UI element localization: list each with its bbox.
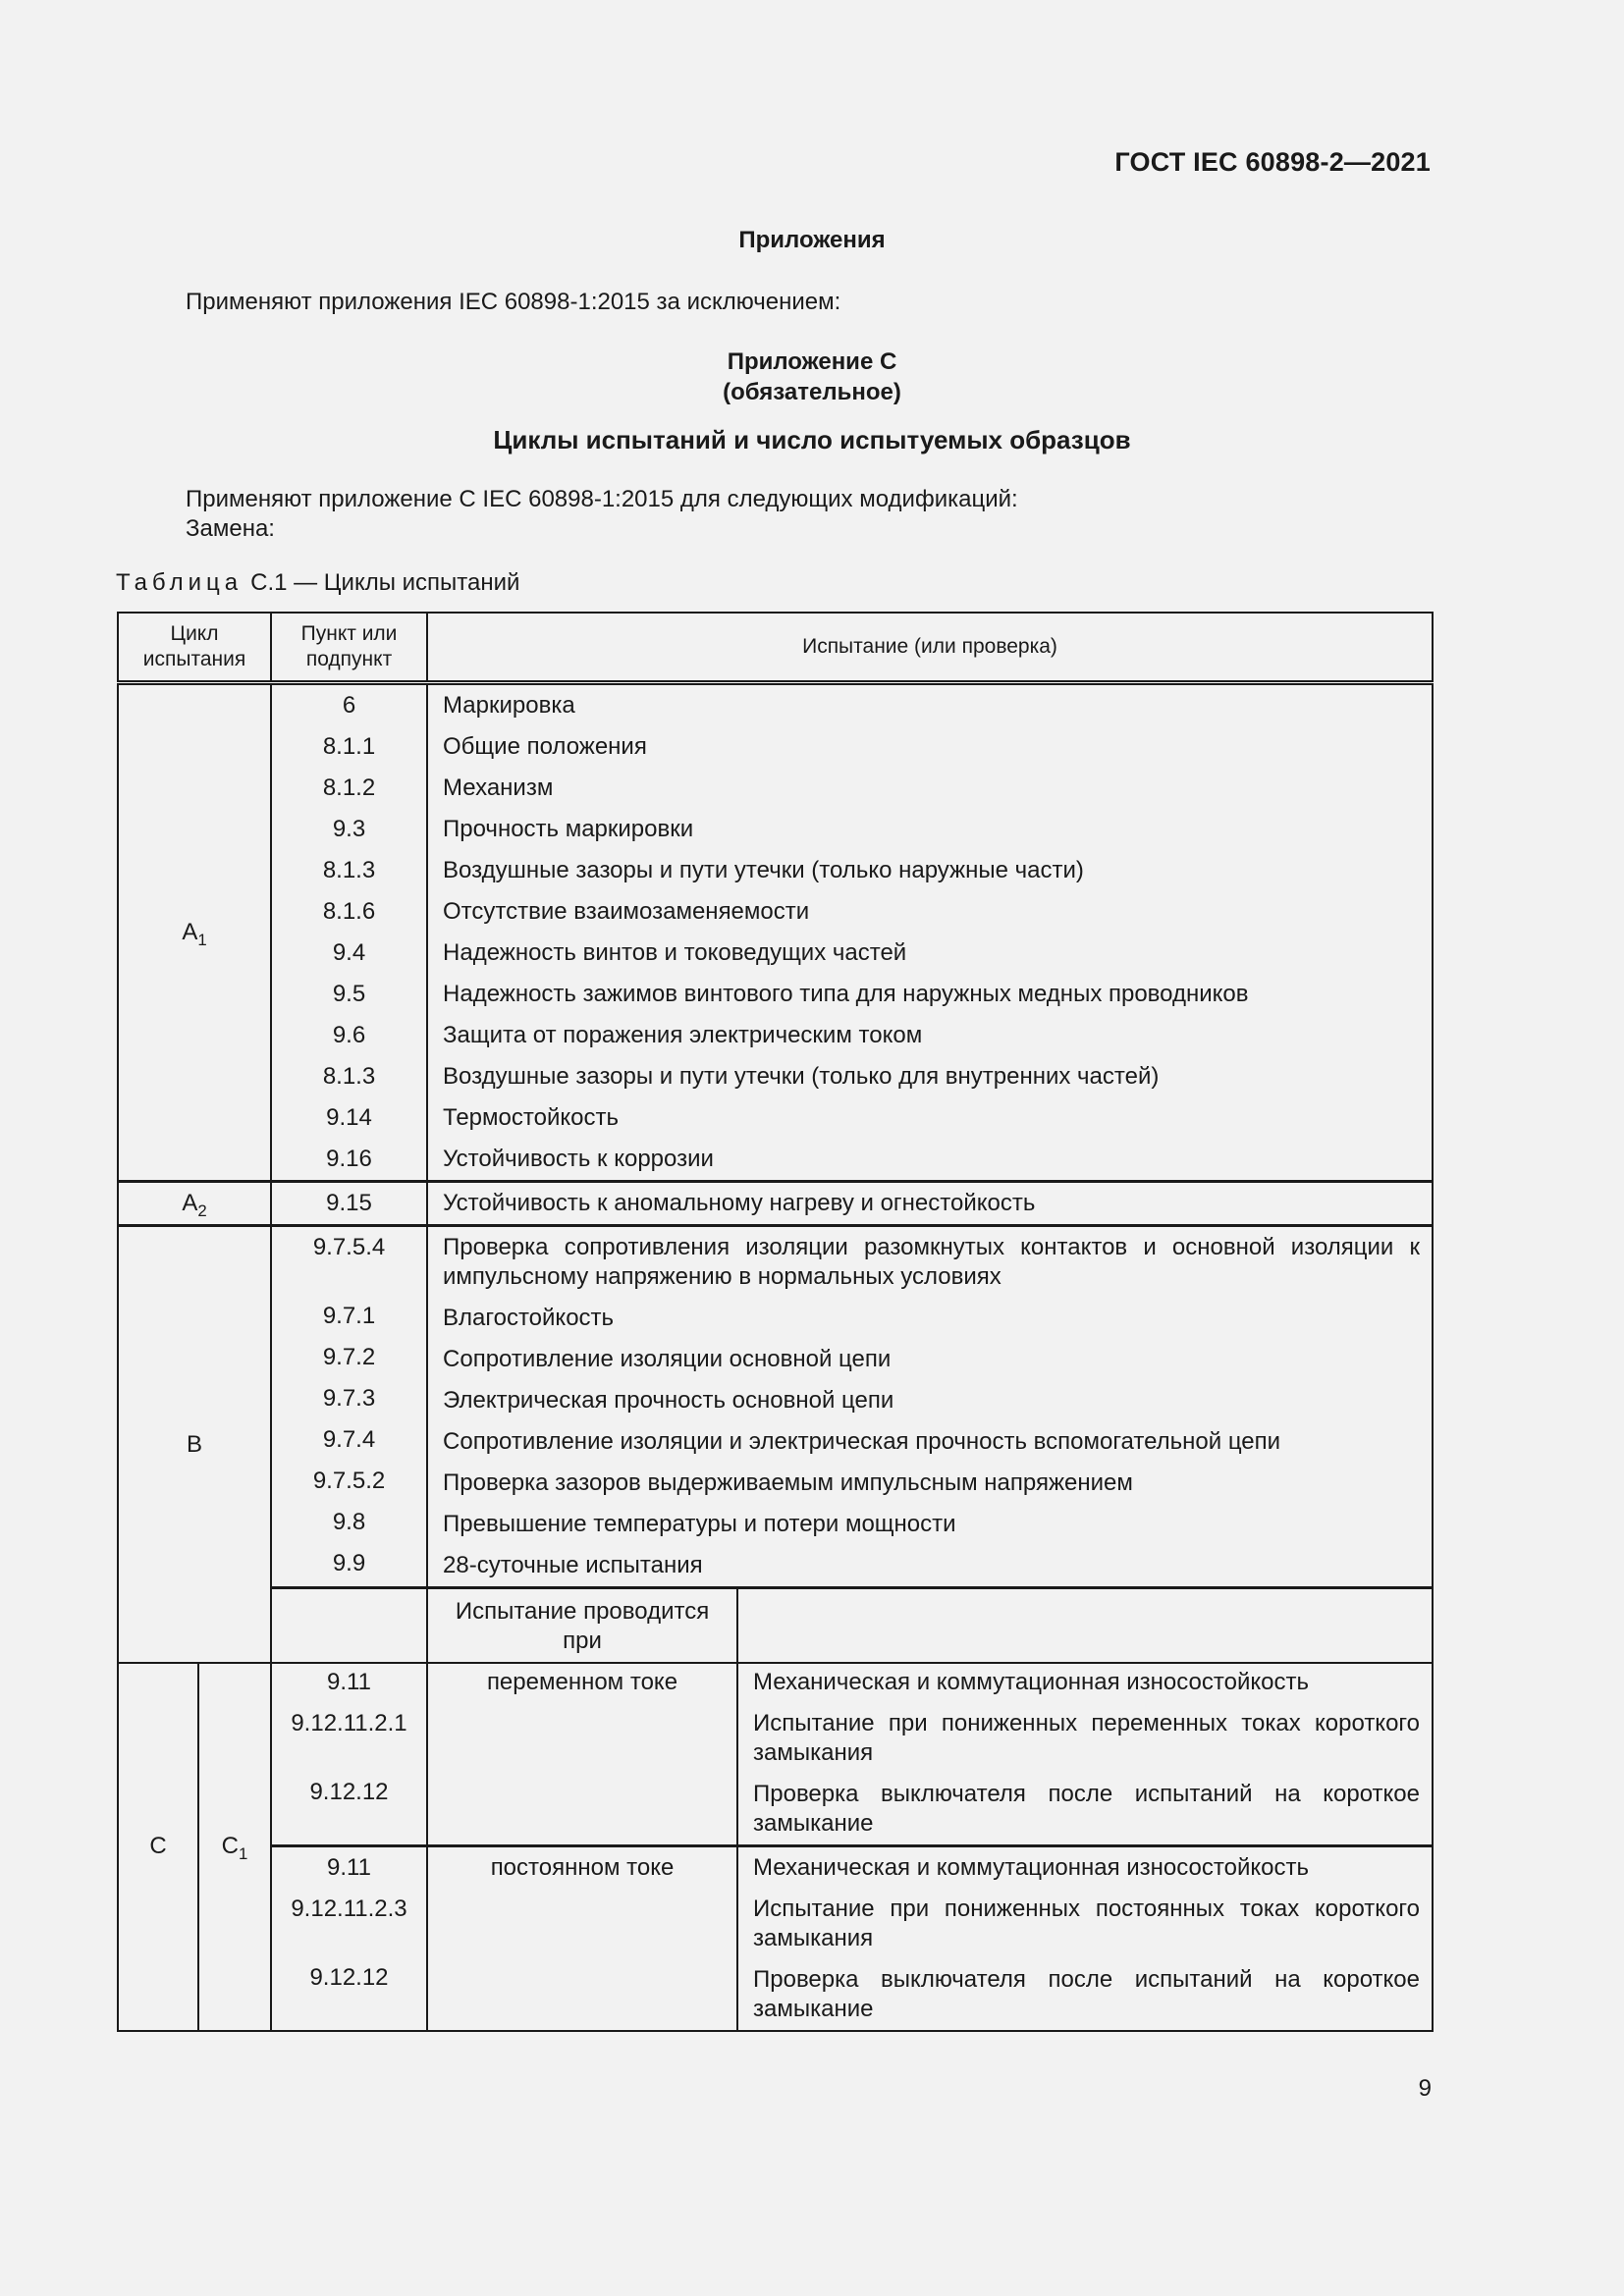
clause-number: 9.12.11.2.3 xyxy=(291,1896,407,1922)
header-clause: Пункт или подпункт xyxy=(271,613,427,683)
clause-number: 8.1.1 xyxy=(322,733,376,760)
clause-number: 9.4 xyxy=(332,939,366,966)
cycle-c-cell: С xyxy=(118,1662,198,2031)
test-description: Механизм xyxy=(443,774,554,801)
table-row-a1 xyxy=(118,683,1433,1182)
annexes-title: Приложения xyxy=(738,227,886,253)
clause-number: 9.8 xyxy=(332,1509,366,1535)
annex-c-title xyxy=(0,347,1624,407)
clause-number: 9.7.5.4 xyxy=(312,1234,386,1260)
cycle-a2-cell xyxy=(118,1182,271,1226)
c1-dc-row xyxy=(118,1846,1433,2032)
clause-number: 9.3 xyxy=(332,816,366,842)
annex-c-paragraph xyxy=(186,485,1018,544)
test-description: Влагостойкость xyxy=(443,1305,615,1331)
annex-c-name: Приложение С xyxy=(727,348,897,375)
test-description: Прочность маркировки xyxy=(443,816,694,842)
cycle-a1-letter: А xyxy=(182,919,198,945)
clause-number: 9.12.12 xyxy=(309,1779,389,1805)
clause-number: 9.12.11.2.1 xyxy=(291,1710,407,1736)
test-description: Устойчивость к аномальному нагреву и огнестойкость xyxy=(443,1190,1036,1216)
clause-number: 8.1.3 xyxy=(322,857,376,883)
c1-ac-tests xyxy=(737,1662,1433,1846)
cycle-a2-sub: 2 xyxy=(197,1201,207,1220)
table-row-b xyxy=(118,1226,1433,1588)
table-row-a2 xyxy=(118,1182,1433,1226)
c1-ac-row xyxy=(118,1662,1433,1846)
cycle-a1-sub: 1 xyxy=(197,930,207,949)
clause-number: 9.7.2 xyxy=(322,1344,376,1370)
clause-number: 9.15 xyxy=(326,1190,372,1216)
c-header-cell xyxy=(427,1588,737,1664)
test-description: Надежность зажимов винтового типа для наружных медных проводников xyxy=(443,981,1249,1007)
document-id: ГОСТ IEC 60898-2—2021 xyxy=(1114,147,1431,177)
test-description: Проверка зазоров выдерживаемым импульсным напряжением xyxy=(443,1469,1133,1496)
a1-clauses xyxy=(271,683,427,1182)
clause-number: 9.16 xyxy=(326,1146,372,1172)
test-description: Воздушные зазоры и пути утечки (только наружные части) xyxy=(443,857,1084,883)
test-description: Превышение температуры и потери мощности xyxy=(443,1511,956,1537)
c1-ac-current xyxy=(427,1662,737,1846)
a2-clause xyxy=(271,1182,427,1226)
test-description: Общие положения xyxy=(443,733,647,760)
test-description: Сопротивление изоляции основной цепи xyxy=(443,1346,892,1372)
current-type: переменном токе xyxy=(486,1669,678,1695)
test-cycles-table xyxy=(117,612,1434,1664)
clause-number: 9.6 xyxy=(332,1022,366,1048)
annexes-intro: Применяют приложения IEC 60898-1:2015 за исключением: xyxy=(186,289,841,315)
annex-c-heading: Циклы испытаний и число испытуемых образцов xyxy=(493,425,1131,454)
c1-ac-clauses xyxy=(271,1662,427,1846)
c-tests-spacer xyxy=(737,1588,1433,1664)
test-description: Отсутствие взаимозаменяемости xyxy=(443,898,810,925)
test-description: Устойчивость к коррозии xyxy=(443,1146,714,1172)
annex-c-status: (обязательное) xyxy=(723,379,901,405)
b-tests xyxy=(427,1226,1433,1588)
header-test: Испытание (или проверка) xyxy=(427,613,1433,683)
clause-number: 9.7.5.2 xyxy=(312,1468,386,1494)
a2-test xyxy=(427,1182,1433,1226)
test-description: 28-суточные испытания xyxy=(443,1552,703,1578)
c1-subtable xyxy=(117,1662,1434,2032)
cycle-a1-cell xyxy=(118,683,271,1182)
c1-dc-clauses xyxy=(271,1846,427,2032)
test-description: Испытание при пониженных постоянных токах короткого замыкания xyxy=(753,1896,1420,1951)
cycle-a2-letter: А xyxy=(182,1190,198,1216)
a1-tests xyxy=(427,683,1433,1182)
test-description: Электрическая прочность основной цепи xyxy=(443,1387,894,1414)
page-number: 9 xyxy=(1418,2075,1432,2102)
test-description: Испытание при пониженных переменных токах короткого замыкания xyxy=(753,1710,1420,1766)
header-cycle: Цикл испытания xyxy=(118,613,271,683)
cycle-c1-letter: С xyxy=(221,1832,239,1859)
c-header-text: Испытание проводится при xyxy=(455,1598,710,1654)
table-caption-word: Таблица xyxy=(116,569,244,596)
clause-number: 9.5 xyxy=(332,981,366,1007)
c1-dc-tests xyxy=(737,1846,1433,2032)
test-description: Проверка выключателя после испытаний на короткое замыкание xyxy=(753,1781,1420,1837)
table-header-row xyxy=(118,613,1433,683)
test-description: Механическая и коммутационная износостойкость xyxy=(753,1854,1309,1881)
clause-number: 9.12.12 xyxy=(309,1964,389,1991)
table-row-c-header xyxy=(118,1588,1433,1664)
clause-number: 9.9 xyxy=(332,1550,366,1576)
c1-dc-current xyxy=(427,1846,737,2032)
test-description: Проверка выключателя после испытаний на короткое замыкание xyxy=(753,1966,1420,2022)
clause-number: 8.1.3 xyxy=(322,1063,376,1090)
table-caption-text: С.1 — Циклы испытаний xyxy=(250,569,520,596)
table-caption xyxy=(116,569,519,597)
c-clauses-spacer xyxy=(271,1588,427,1664)
clause-number: 9.11 xyxy=(327,1669,371,1695)
test-description: Защита от поражения электрическим током xyxy=(443,1022,923,1048)
annex-c-apply-text: Применяют приложение С IEC 60898-1:2015 для следующих модификаций: xyxy=(186,486,1018,512)
test-description: Маркировка xyxy=(443,692,575,719)
test-description: Сопротивление изоляции и электрическая прочность вспомогательной цепи xyxy=(443,1428,1281,1455)
current-type: постоянном токе xyxy=(490,1854,675,1881)
b-clauses xyxy=(271,1226,427,1588)
cycle-c1-cell xyxy=(198,1662,271,2031)
test-description: Механическая и коммутационная износостойкость xyxy=(753,1669,1309,1695)
annex-c-replace-text: Замена: xyxy=(186,515,275,542)
test-description: Надежность винтов и токоведущих частей xyxy=(443,939,907,966)
cycle-b-cell: В xyxy=(118,1226,271,1664)
test-description: Воздушные зазоры и пути утечки (только для внутренних частей) xyxy=(443,1063,1160,1090)
test-description: Термостойкость xyxy=(443,1104,619,1131)
clause-number: 9.7.1 xyxy=(322,1303,376,1329)
clause-number: 9.14 xyxy=(326,1104,372,1131)
clause-number: 9.7.3 xyxy=(322,1385,376,1412)
clause-number: 9.7.4 xyxy=(322,1426,376,1453)
clause-number: 8.1.2 xyxy=(322,774,376,801)
clause-number: 9.11 xyxy=(327,1854,371,1881)
clause-number: 6 xyxy=(342,692,356,719)
test-description: Проверка сопротивления изоляции разомкнутых контактов и основной изоляции к импульсному напряжению в нормальных условиях xyxy=(443,1234,1421,1290)
clause-number: 8.1.6 xyxy=(322,898,376,925)
cycle-c1-sub: 1 xyxy=(239,1843,248,1863)
